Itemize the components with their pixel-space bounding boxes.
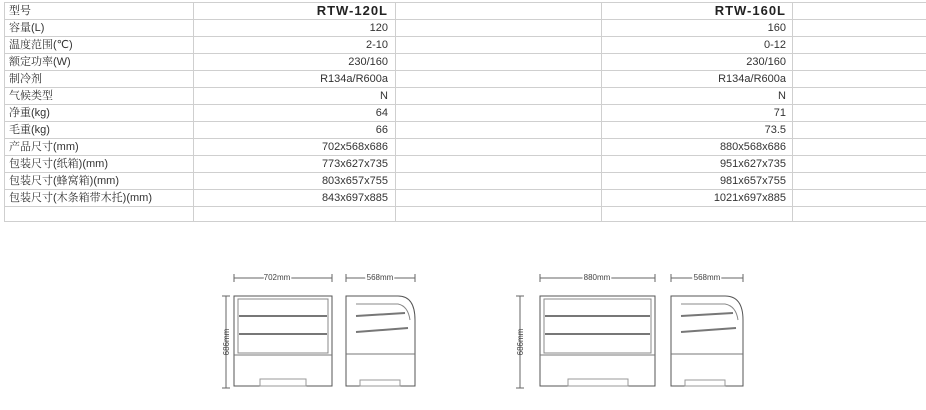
- model-2-value: 1021x697x885: [602, 190, 793, 207]
- row-label: 容量(L): [5, 20, 194, 37]
- model-2-value: 160: [602, 20, 793, 37]
- model-2-value: 71: [602, 105, 793, 122]
- model-2-value: 880x568x686: [602, 139, 793, 156]
- model-2-value: 230/160: [602, 54, 793, 71]
- table-row: [5, 139, 926, 156]
- row-label: 包装尺寸(木条箱带木托)(mm): [5, 190, 194, 207]
- table-row: [5, 122, 926, 139]
- model-1-value: 2-10: [194, 37, 396, 54]
- model-1-value: N: [194, 88, 396, 105]
- model-1-value: 702x568x686: [194, 139, 396, 156]
- drawing-model-2: [513, 268, 758, 396]
- model-2-value: 981x657x755: [602, 173, 793, 190]
- table-blank-row: [5, 207, 926, 222]
- model-1-value: 120: [194, 20, 396, 37]
- row-label: 产品尺寸(mm): [5, 139, 194, 156]
- drawing-1-depth: 568mm: [366, 273, 394, 282]
- model-2-value: R134a/R600a: [602, 71, 793, 88]
- model-1-value: 230/160: [194, 54, 396, 71]
- drawing-2-height: 686mm: [516, 328, 525, 356]
- row-label: 额定功率(W): [5, 54, 194, 71]
- model-1-name: RTW-120L: [194, 3, 396, 20]
- drawing-2-depth: 568mm: [693, 273, 721, 282]
- drawing-model-1: [220, 268, 430, 396]
- row-label: 制冷剂: [5, 71, 194, 88]
- row-label: 包装尺寸(蜂窝箱)(mm): [5, 173, 194, 190]
- table-row: [5, 190, 926, 207]
- table-row: [5, 37, 926, 54]
- table-row: [5, 173, 926, 190]
- model-1-value: 773x627x735: [194, 156, 396, 173]
- row-label: 净重(kg): [5, 105, 194, 122]
- table-row: [5, 105, 926, 122]
- table-row: [5, 54, 926, 71]
- model-1-value: 64: [194, 105, 396, 122]
- table-row: [5, 88, 926, 105]
- drawing-1-height: 686mm: [222, 328, 231, 356]
- header-label: 型号: [5, 3, 194, 20]
- drawing-2-width: 880mm: [583, 273, 611, 282]
- model-2-value: N: [602, 88, 793, 105]
- model-2-value: 73.5: [602, 122, 793, 139]
- row-label: 温度范围(℃): [5, 37, 194, 54]
- row-label: 包装尺寸(纸箱)(mm): [5, 156, 194, 173]
- model-1-value: 66: [194, 122, 396, 139]
- model-1-value: 803x657x755: [194, 173, 396, 190]
- model-2-value: 0-12: [602, 37, 793, 54]
- row-label: 毛重(kg): [5, 122, 194, 139]
- model-2-value: 951x627x735: [602, 156, 793, 173]
- table-row: [5, 156, 926, 173]
- drawing-1-width: 702mm: [263, 273, 291, 282]
- table-row: [5, 71, 926, 88]
- model-1-value: 843x697x885: [194, 190, 396, 207]
- row-label: 气候类型: [5, 88, 194, 105]
- table-header-row: [5, 3, 926, 20]
- spec-table: [4, 2, 926, 222]
- table-row: [5, 20, 926, 37]
- model-2-name: RTW-160L: [602, 3, 793, 20]
- model-1-value: R134a/R600a: [194, 71, 396, 88]
